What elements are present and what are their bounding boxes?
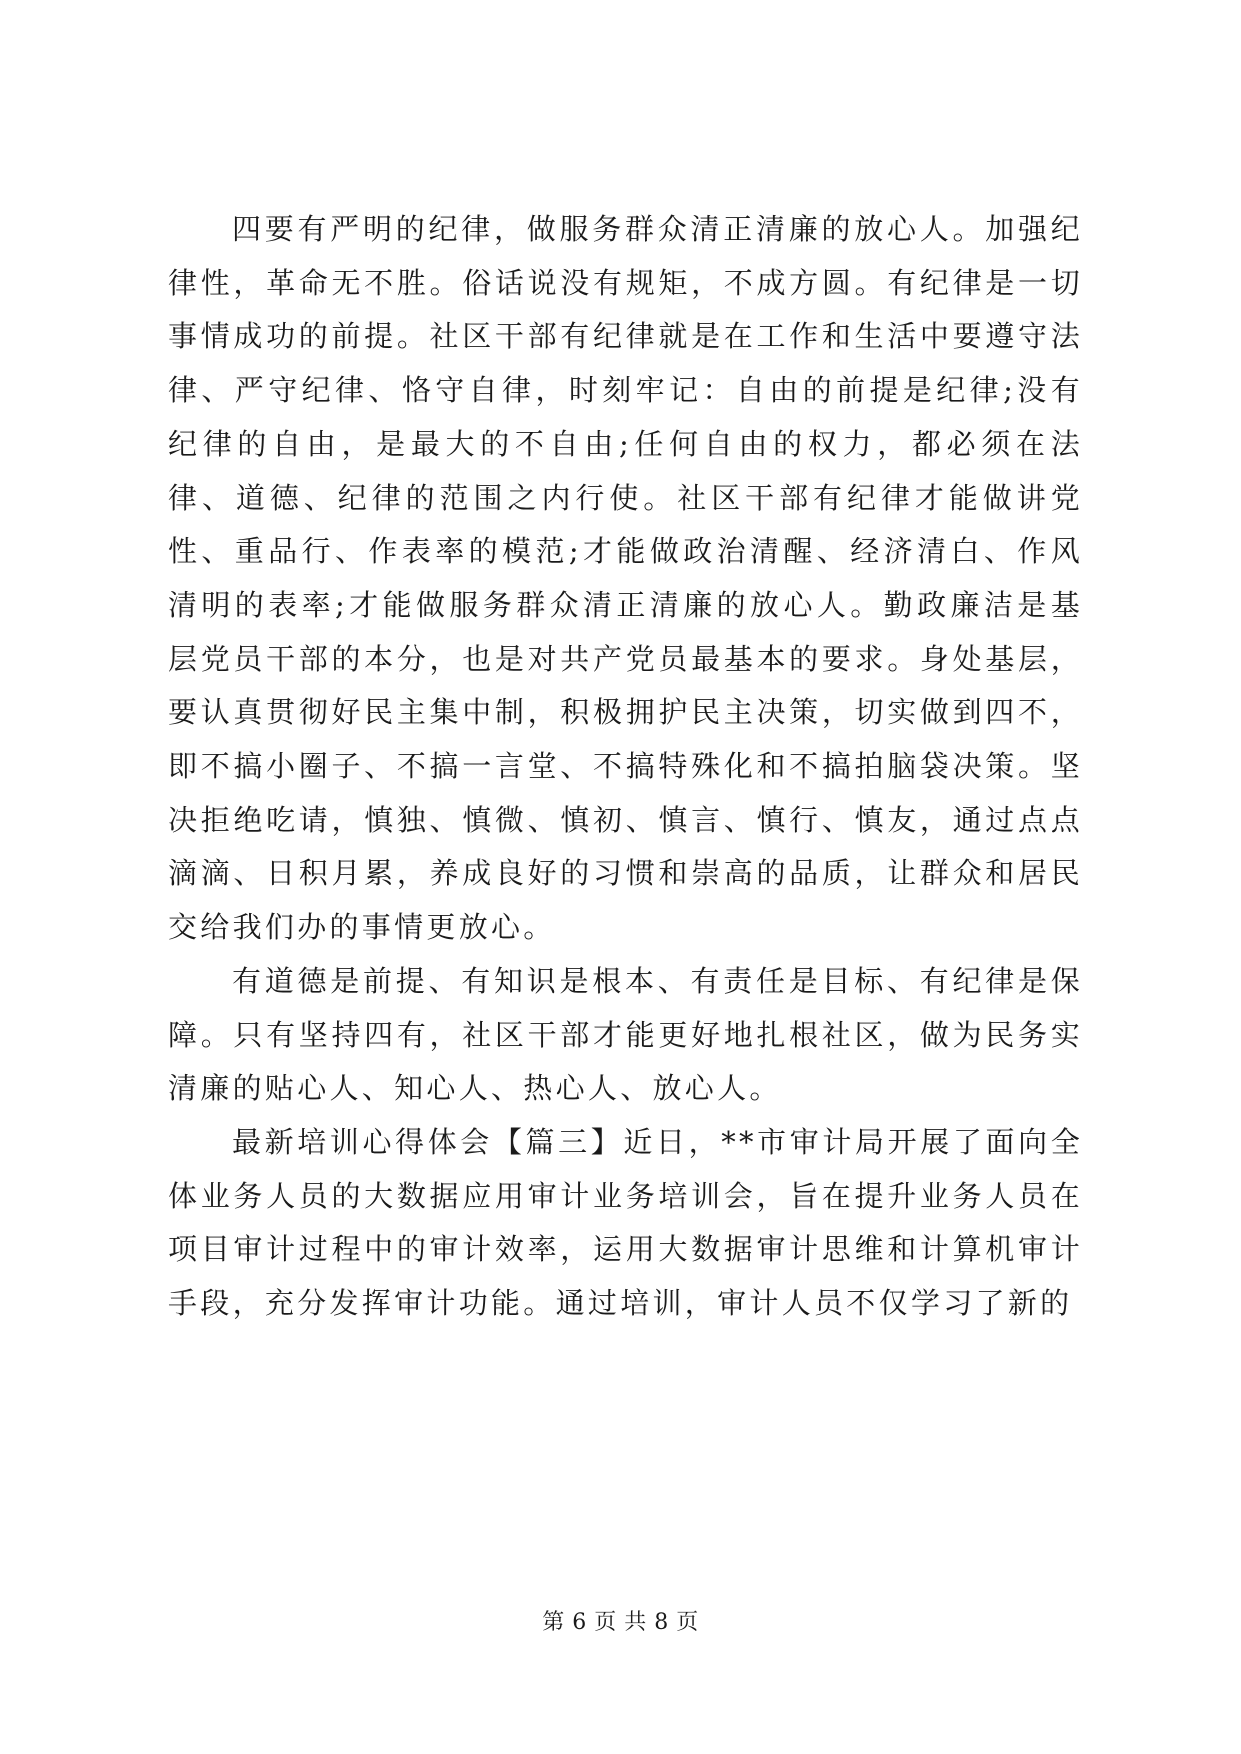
paragraph-training-part-three: 最新培训心得体会【篇三】近日，**市审计局开展了面向全体业务人员的大数据应用审计业务培训会，旨在提升业务人员在项目审计过程中的审计效率，运用大数据审计思维和计算机审计手段，充分发挥审计功能。通过培训，审计人员不仅学习了新的	[168, 1124, 1083, 1321]
document-body	[168, 203, 1083, 1331]
paragraph-summary: 有道德是前提、有知识是根本、有责任是目标、有纪律是保障。只有坚持四有，社区干部才能更好地扎根社区，做为民务实清廉的贴心人、知心人、热心人、放心人。	[168, 963, 1083, 1106]
paragraph-discipline: 四要有严明的纪律，做服务群众清正清廉的放心人。加强纪律性，革命无不胜。俗话说没有规矩，不成方圆。有纪律是一切事情成功的前提。社区干部有纪律就是在工作和生活中要遵守法律、严守纪律、恪守自律，时刻牢记：自由的前提是纪律;没有纪律的自由，是最大的不自由;任何自由的权力，都必须在法律、道德、纪律的范围之内行使。社区干部有纪律才能做讲党性、重品行、作表率的模范;才能做政治清醒、经济清白、作风清明的表率;才能做服务群众清正清廉的放心人。勤政廉洁是基层党员干部的本分，也是对共产党员最基本的要求。身处基层，要认真贯彻好民主集中制，积极拥护民主决策，切实做到四不，即不搞小圈子、不搞一言堂、不搞特殊化和不搞拍脑袋决策。坚决拒绝吃请，慎独、慎微、慎初、慎言、慎行、慎友，通过点点滴滴、日积月累，养成良好的习惯和崇高的品质，让群众和居民交给我们办的事情更放心。	[168, 212, 1083, 945]
page-number-footer: 第 6 页 共 8 页	[542, 1610, 699, 1635]
